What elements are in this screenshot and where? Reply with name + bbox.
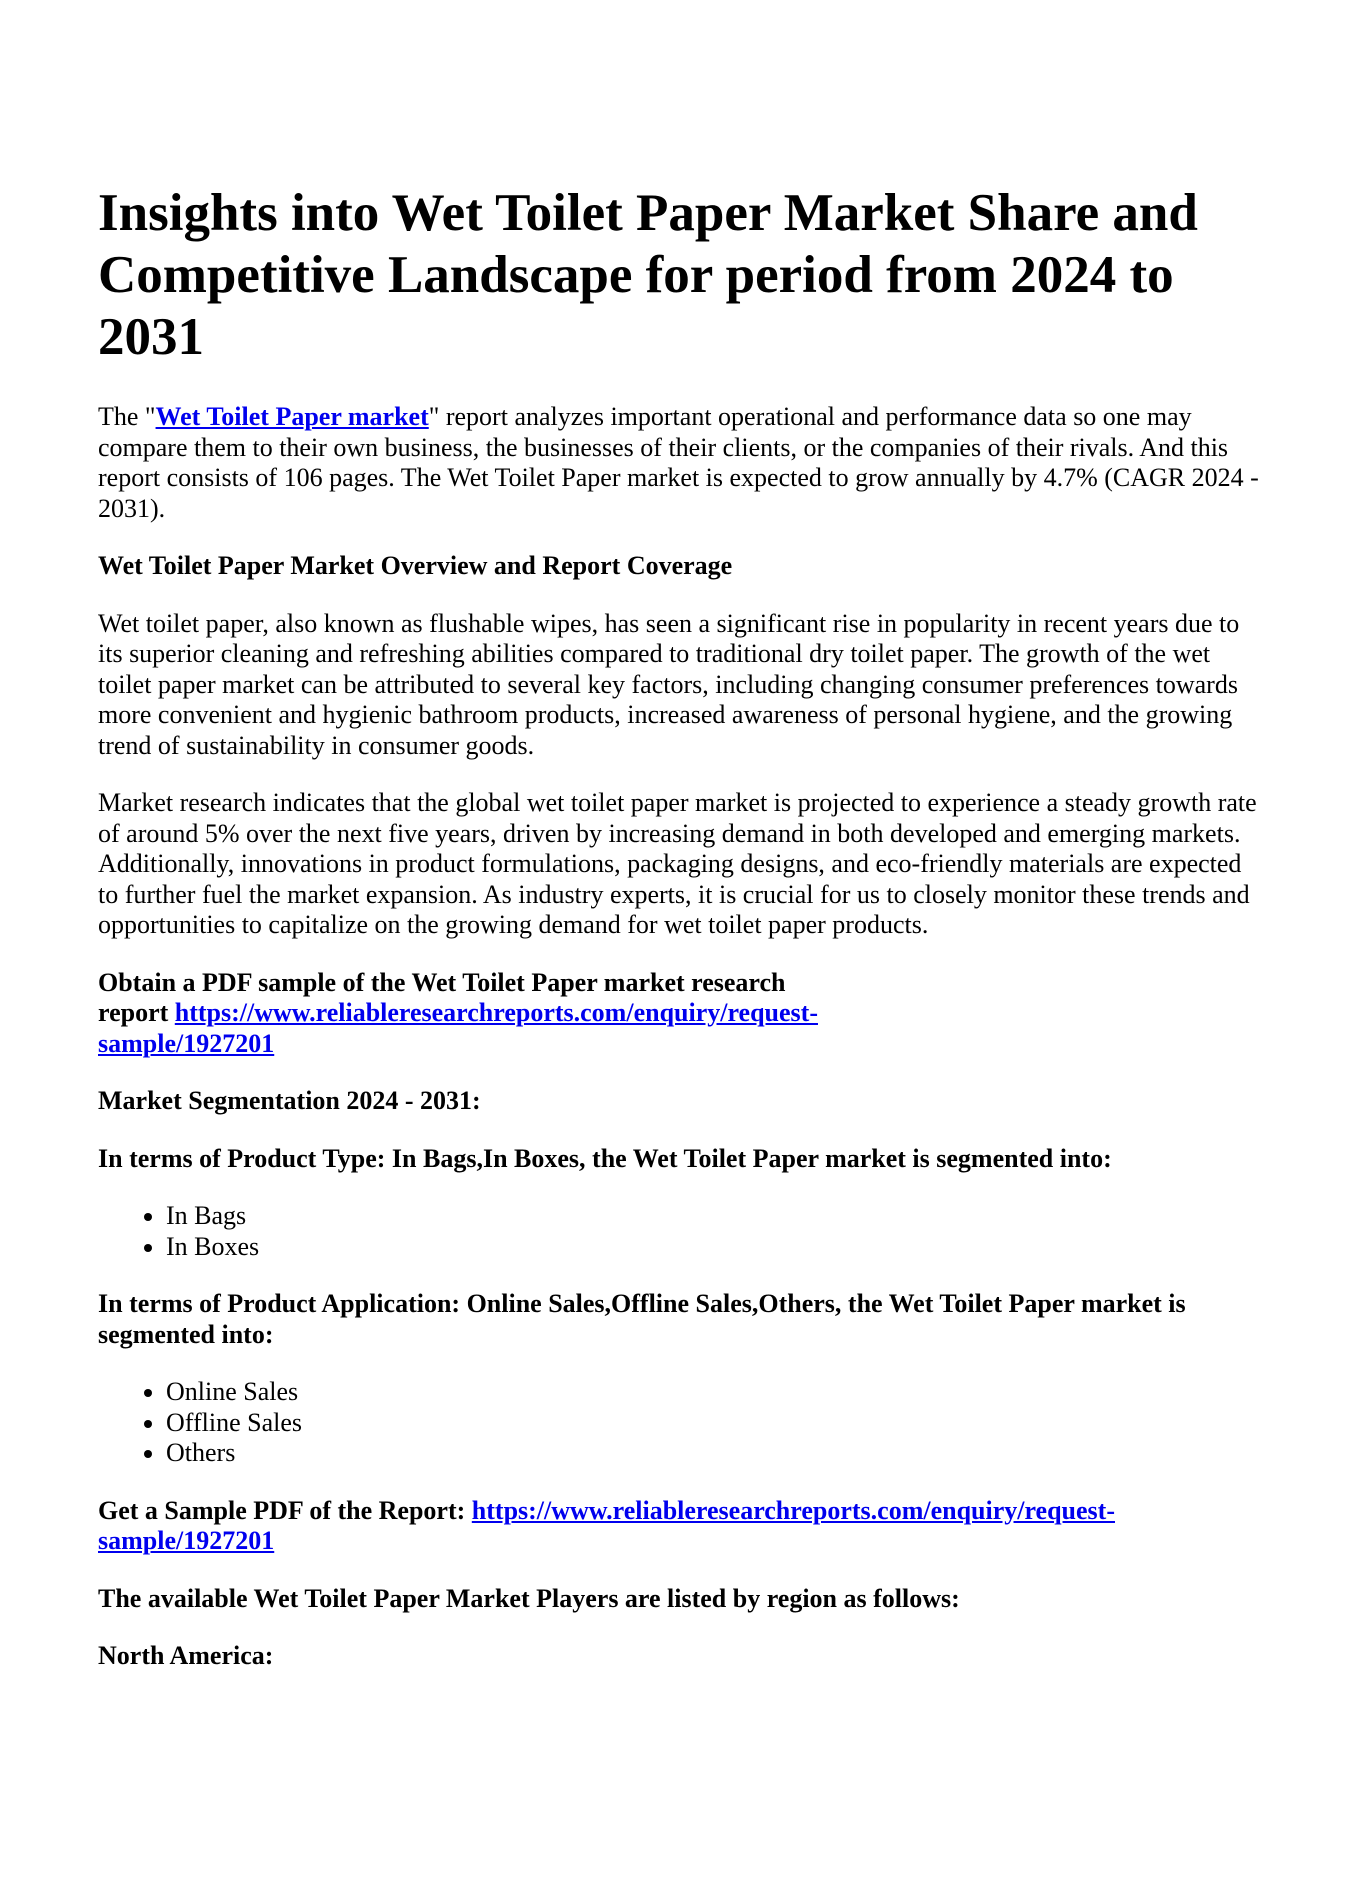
- list-item: • In Bags: [166, 1201, 1263, 1232]
- intro-text-pre: The ": [98, 402, 156, 431]
- product-type-list: [98, 1201, 1263, 1262]
- intro-text-post: " report analyzes important operational and performance data so one may compare them to their own business, the businesses of their clients, or the companies of their rivals. And this report consists of 106 pages. The Wet Toilet Paper market is expected to grow annually by 4.7% (CAGR 2024 - 2031).: [98, 402, 1259, 523]
- page-title: Insights into Wet Toilet Paper Market Share and Competitive Landscape for period from 2024 to 2031: [98, 184, 1198, 366]
- segmentation-heading: Market Segmentation 2024 - 2031:: [98, 1086, 481, 1115]
- product-type-heading: In terms of Product Type: In Bags,In Boxes, the Wet Toilet Paper market is segmented into:: [98, 1143, 1112, 1173]
- overview-paragraph-2: Market research indicates that the global wet toilet paper market is projected to experience a steady growth rate of around 5% over the next five years, driven by increasing demand in both developed and emerging markets. Additionally, innovations in product formulations, packaging designs, and eco-friendly materials are expected to further fuel the market expansion. As industry experts, it is crucial for us to closely monitor these trends and opportunities to capitalize on the growing demand for wet toilet paper products.: [98, 788, 1257, 939]
- market-link[interactable]: Wet Toilet Paper market: [155, 402, 429, 431]
- sample-request-1: [98, 968, 858, 1060]
- list-item: • In Boxes: [166, 1232, 1263, 1263]
- sample-text-1: Obtain a PDF sample of the Wet Toilet Paper market research report: [98, 967, 786, 1027]
- application-list: [98, 1377, 1263, 1469]
- list-item: • Offline Sales: [166, 1408, 1263, 1439]
- document-page: [98, 182, 1263, 1699]
- list-item: • Online Sales: [166, 1377, 1263, 1408]
- intro-paragraph: [98, 402, 1263, 524]
- sample-link-2[interactable]: https://www.reliableresearchreports.com/enquiry/request-sample/1927201: [98, 1495, 1115, 1555]
- list-item: • Others: [166, 1438, 1263, 1469]
- sample-link-1[interactable]: https://www.reliableresearchreports.com/enquiry/request-sample/1927201: [98, 998, 818, 1058]
- sample-text-2: Get a Sample PDF of the Report:: [98, 1495, 472, 1525]
- sample-request-2: [98, 1496, 1263, 1557]
- region-heading: North America:: [98, 1641, 274, 1670]
- overview-paragraph-1: Wet toilet paper, also known as flushable wipes, has seen a significant rise in popularity in recent years due to its superior cleaning and refreshing abilities compared to traditional dry toilet paper. The growth of the wet toilet paper market can be attributed to several key factors, including changing consumer preferences towards more convenient and hygienic bathroom products, increased awareness of personal hygiene, and the growing trend of sustainability in consumer goods.: [98, 608, 1240, 760]
- overview-heading: Wet Toilet Paper Market Overview and Report Coverage: [98, 551, 733, 580]
- players-heading: The available Wet Toilet Paper Market Players are listed by region as follows:: [98, 1583, 960, 1613]
- application-heading: In terms of Product Application: Online Sales,Offline Sales,Others, the Wet Toilet Paper market is segmented into:: [98, 1289, 1186, 1349]
